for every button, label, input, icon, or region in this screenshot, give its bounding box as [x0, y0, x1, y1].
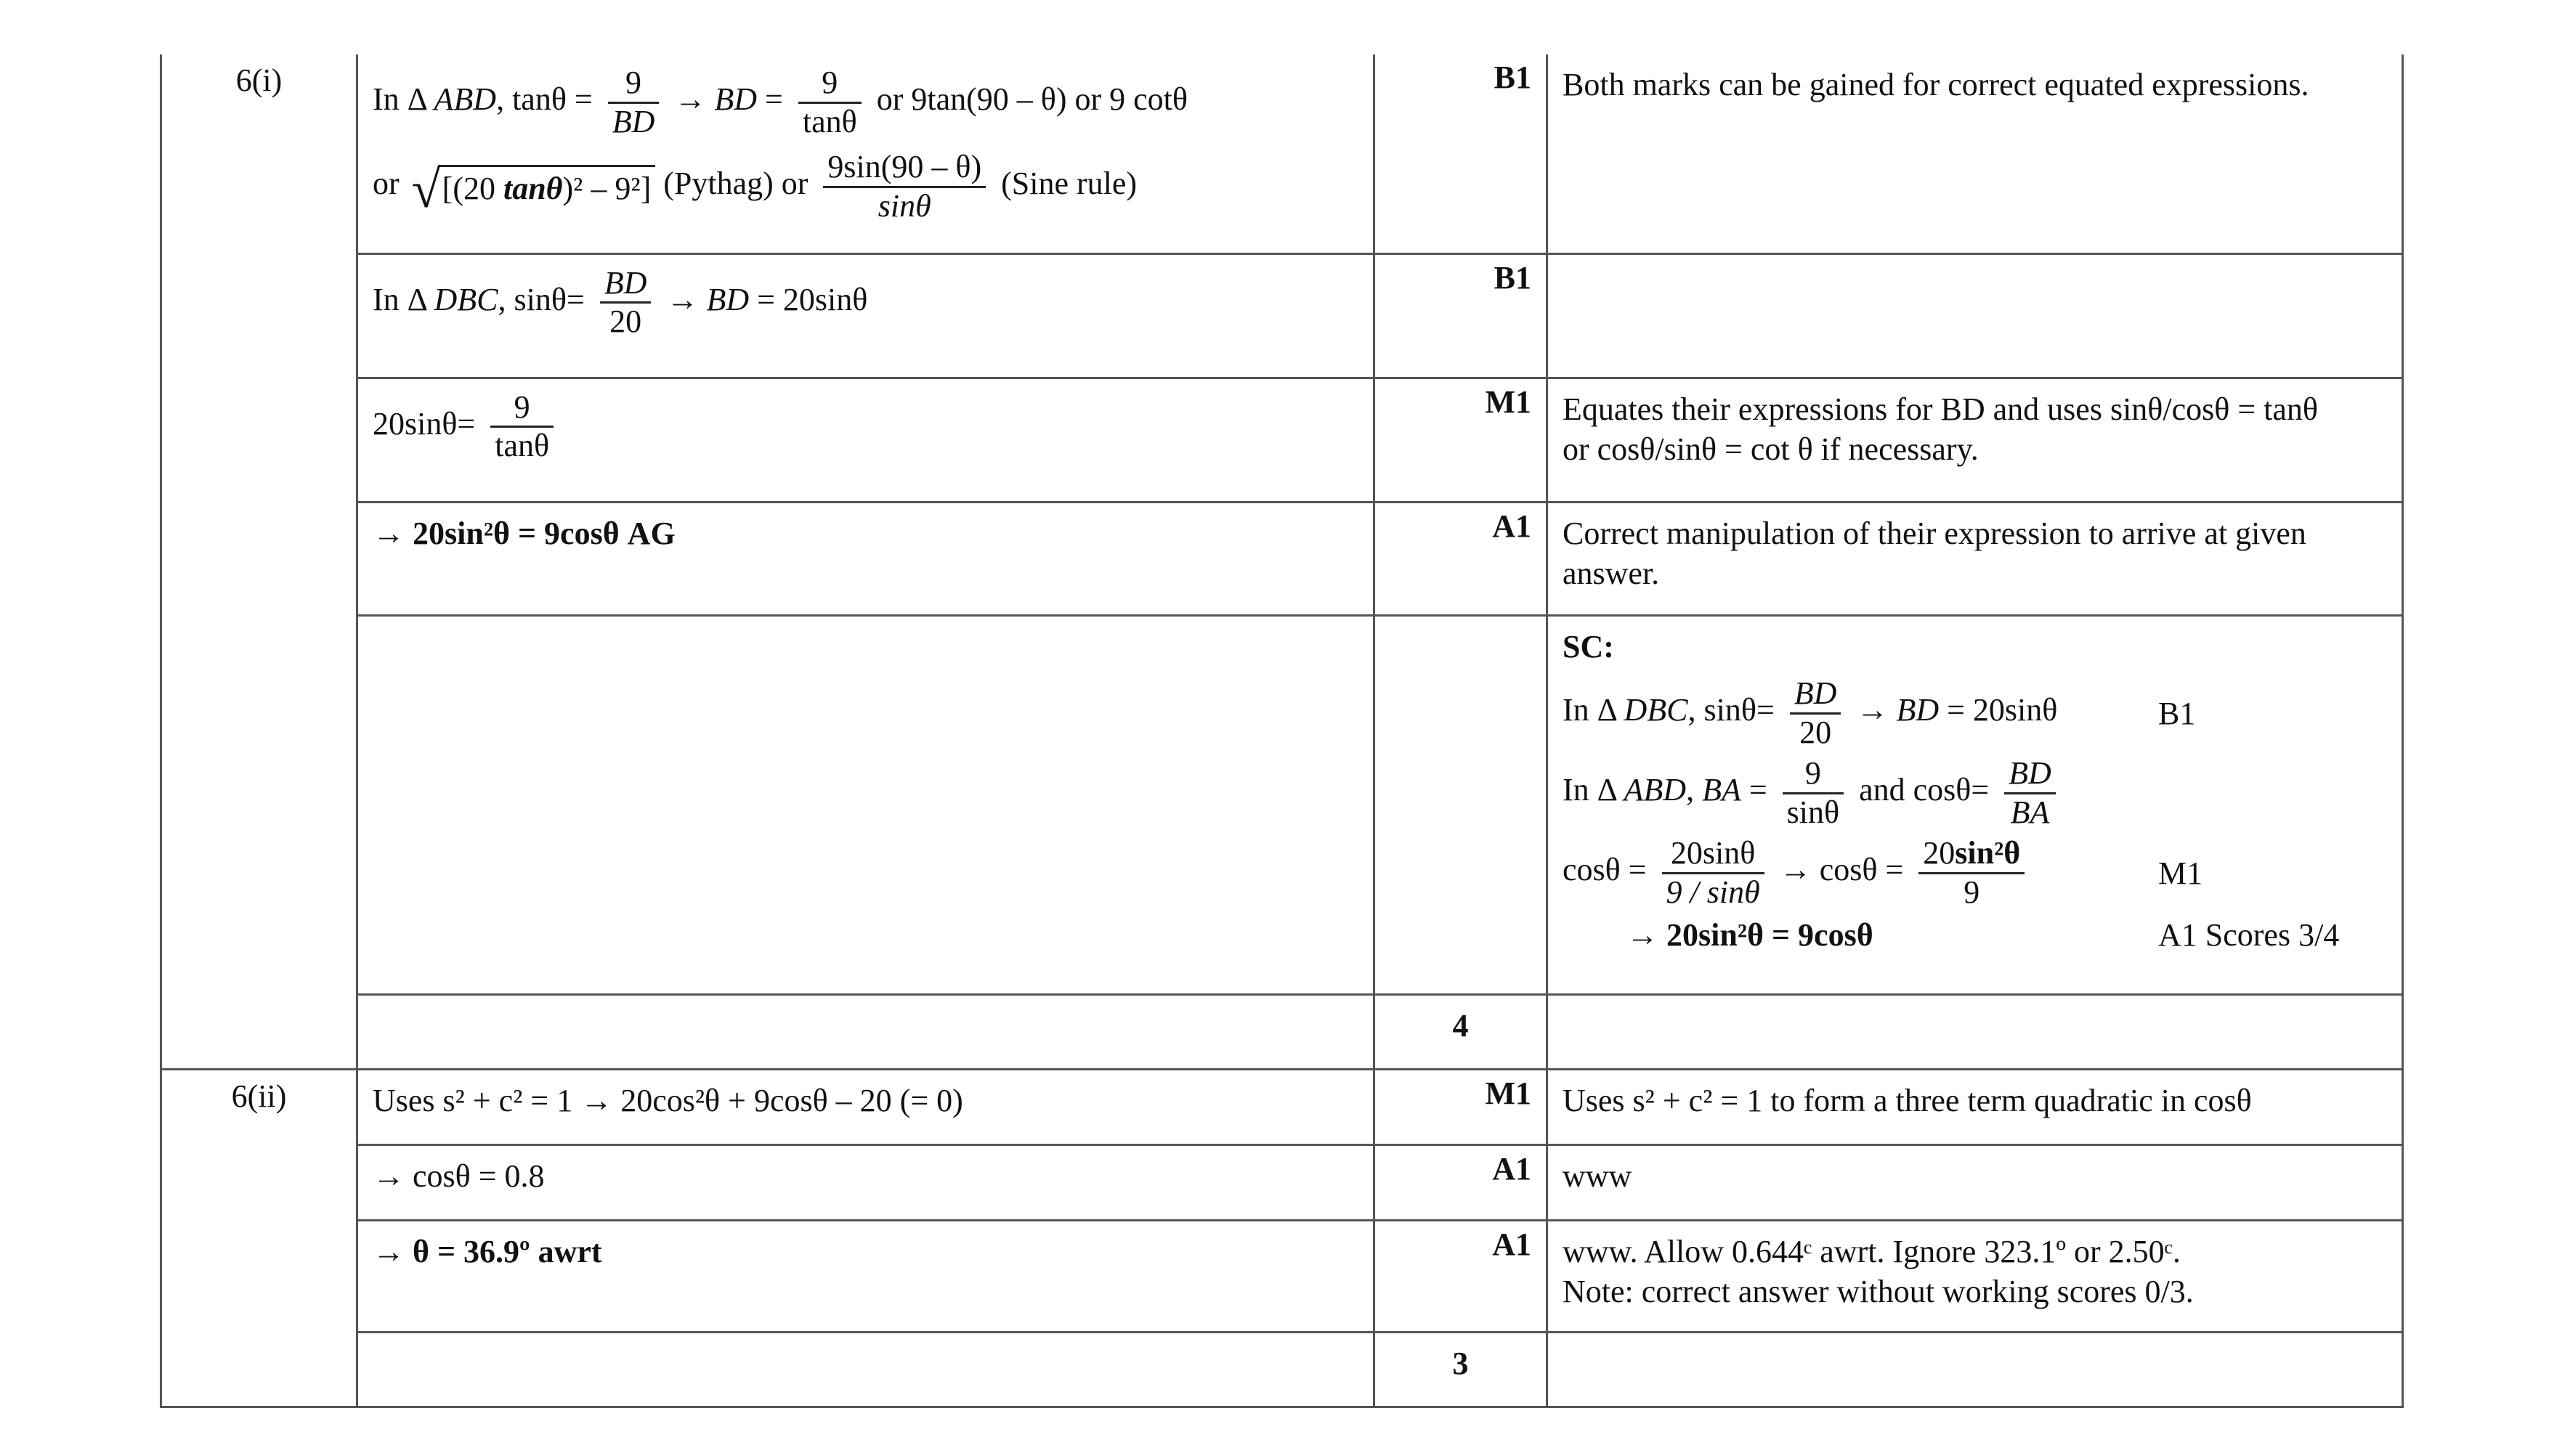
mark-cell: M1	[1374, 1069, 1547, 1144]
answer-text: BD	[714, 81, 758, 118]
table-row	[161, 502, 2403, 615]
answer-cell: 20sinθ= $\frac{9}{\tan\theta}$	[357, 378, 1374, 502]
sc-line: → 20sin²θ = 9cosθ A1 Scores 3/4	[1563, 914, 2387, 957]
table-row	[161, 54, 2403, 253]
fraction: $\frac{BD}{20}$	[1790, 675, 1841, 751]
answer-text: (Pythag) or	[663, 166, 809, 202]
answer-line	[373, 65, 1358, 140]
fraction: $\frac{\text{20sin²θ}}{9}$	[1918, 835, 2025, 911]
total-marks: 3	[1374, 1332, 1547, 1407]
answer-cell: Uses s² + c² = 1 → 20cos²θ + 9cosθ – 20 (= 0)	[357, 1069, 1374, 1144]
answer-line	[373, 149, 1358, 224]
fraction: $\frac{9}{\tan\theta}$	[490, 389, 554, 465]
table-row	[161, 1332, 2403, 1407]
special-case-cell	[1547, 615, 2403, 994]
answer-text: =	[757, 81, 783, 118]
mark-scheme-table	[160, 54, 2402, 1408]
triangle-name: ABD	[434, 81, 497, 118]
arrow: →	[674, 81, 707, 118]
guidance-cell: www. Allow 0.644ᶜ awrt. Ignore 323.1º or 2.50ᶜ. Note: correct answer without working scores 0/3.	[1547, 1220, 2403, 1332]
answer-cell	[357, 994, 1374, 1069]
question-number-6ii: 6(ii)	[161, 1069, 357, 1407]
table-row	[161, 378, 2403, 502]
answer-text: or	[373, 166, 400, 202]
sc-mark: M1	[2158, 855, 2203, 891]
fraction: $\frac{9}{\tan\theta}$	[798, 65, 862, 140]
fraction: $\frac{9\sin(90 - \theta)}{\sin\theta}$	[823, 149, 986, 224]
answer-cell	[357, 615, 1374, 994]
sc-line: In Δ ABD, BA = $\frac{9}{\sin\theta}$ and cosθ= $\frac{BD}{BA}$	[1563, 754, 2387, 834]
table-row	[161, 994, 2403, 1069]
special-case	[1563, 674, 2387, 957]
answer-cell: → 20sin²θ = 9cosθ AG	[357, 502, 1374, 615]
mark-cell: A1	[1374, 1144, 1547, 1220]
guidance-cell: www	[1547, 1144, 2403, 1220]
mark-scheme-grid	[160, 54, 2404, 1408]
answer-cell: In Δ DBC, sinθ= $\frac{BD}{20}$ → BD = 20sinθ	[357, 253, 1374, 378]
answer-text: or 9tan(90 – θ) or 9 cotθ	[876, 81, 1188, 118]
fraction: $\frac{20\sin\theta}{9 / \sin\theta}$	[1662, 835, 1764, 911]
guidance-cell: Uses s² + c² = 1 to form a three term quadratic in cosθ	[1547, 1069, 2403, 1144]
sc-line: cosθ = $\frac{20\sin\theta}{9 / \sin\theta}$ → cosθ = $\frac{\text{20sin²θ}}{9}$ M1	[1563, 834, 2387, 914]
answer-text: , tanθ =	[496, 81, 593, 118]
answer-cell: → θ = 36.9º awrt	[357, 1220, 1374, 1332]
mark-cell: A1	[1374, 502, 1547, 615]
answer-text: In Δ	[373, 81, 434, 118]
guidance-cell: Both marks can be gained for correct equated expressions.	[1547, 54, 2403, 253]
mark-cell: A1	[1374, 1220, 1547, 1332]
table-row	[161, 615, 2403, 994]
fraction: $\frac{9}{BD}$	[608, 65, 660, 140]
question-number-6i: 6(i)	[161, 54, 357, 1069]
answer-cell	[357, 1332, 1374, 1407]
sc-line: In Δ DBC, sinθ= $\frac{BD}{20}$ → BD = 20sinθ B1	[1563, 674, 2387, 754]
fraction: $\frac{BD}{BA}$	[2004, 755, 2056, 831]
guidance-cell	[1547, 994, 2403, 1069]
sc-mark: A1 Scores 3/4	[2158, 917, 2340, 953]
sc-mark: B1	[2158, 696, 2196, 731]
mark-cell: B1	[1374, 54, 1547, 253]
mark-cell: B1	[1374, 253, 1547, 378]
total-marks: 4	[1374, 994, 1547, 1069]
fraction: $\frac{BD}{20}$	[600, 265, 652, 341]
guidance-cell	[1547, 253, 2403, 378]
radical-icon: √	[411, 160, 441, 219]
guidance-cell: Equates their expressions for BD and uses sinθ/cosθ = tanθ or cosθ/sinθ = cot θ if necessary.	[1547, 378, 2403, 502]
guidance-cell: Correct manipulation of their expression to arrive at given answer.	[1547, 502, 2403, 615]
table-row	[161, 1069, 2403, 1144]
table-row	[161, 1220, 2403, 1332]
fraction: $\frac{9}{\sin\theta}$	[1783, 755, 1844, 831]
mark-cell: M1	[1374, 378, 1547, 502]
square-root: √ [(20 tanθ)² – 9²]	[412, 165, 656, 208]
sc-heading: SC:	[1563, 628, 1614, 664]
table-row	[161, 253, 2403, 378]
guidance-cell	[1547, 1332, 2403, 1407]
answer-text: (Sine rule)	[1001, 166, 1138, 202]
table-row	[161, 1144, 2403, 1220]
answer-cell	[357, 54, 1374, 253]
answer-cell: → cosθ = 0.8	[357, 1144, 1374, 1220]
mark-cell	[1374, 615, 1547, 994]
